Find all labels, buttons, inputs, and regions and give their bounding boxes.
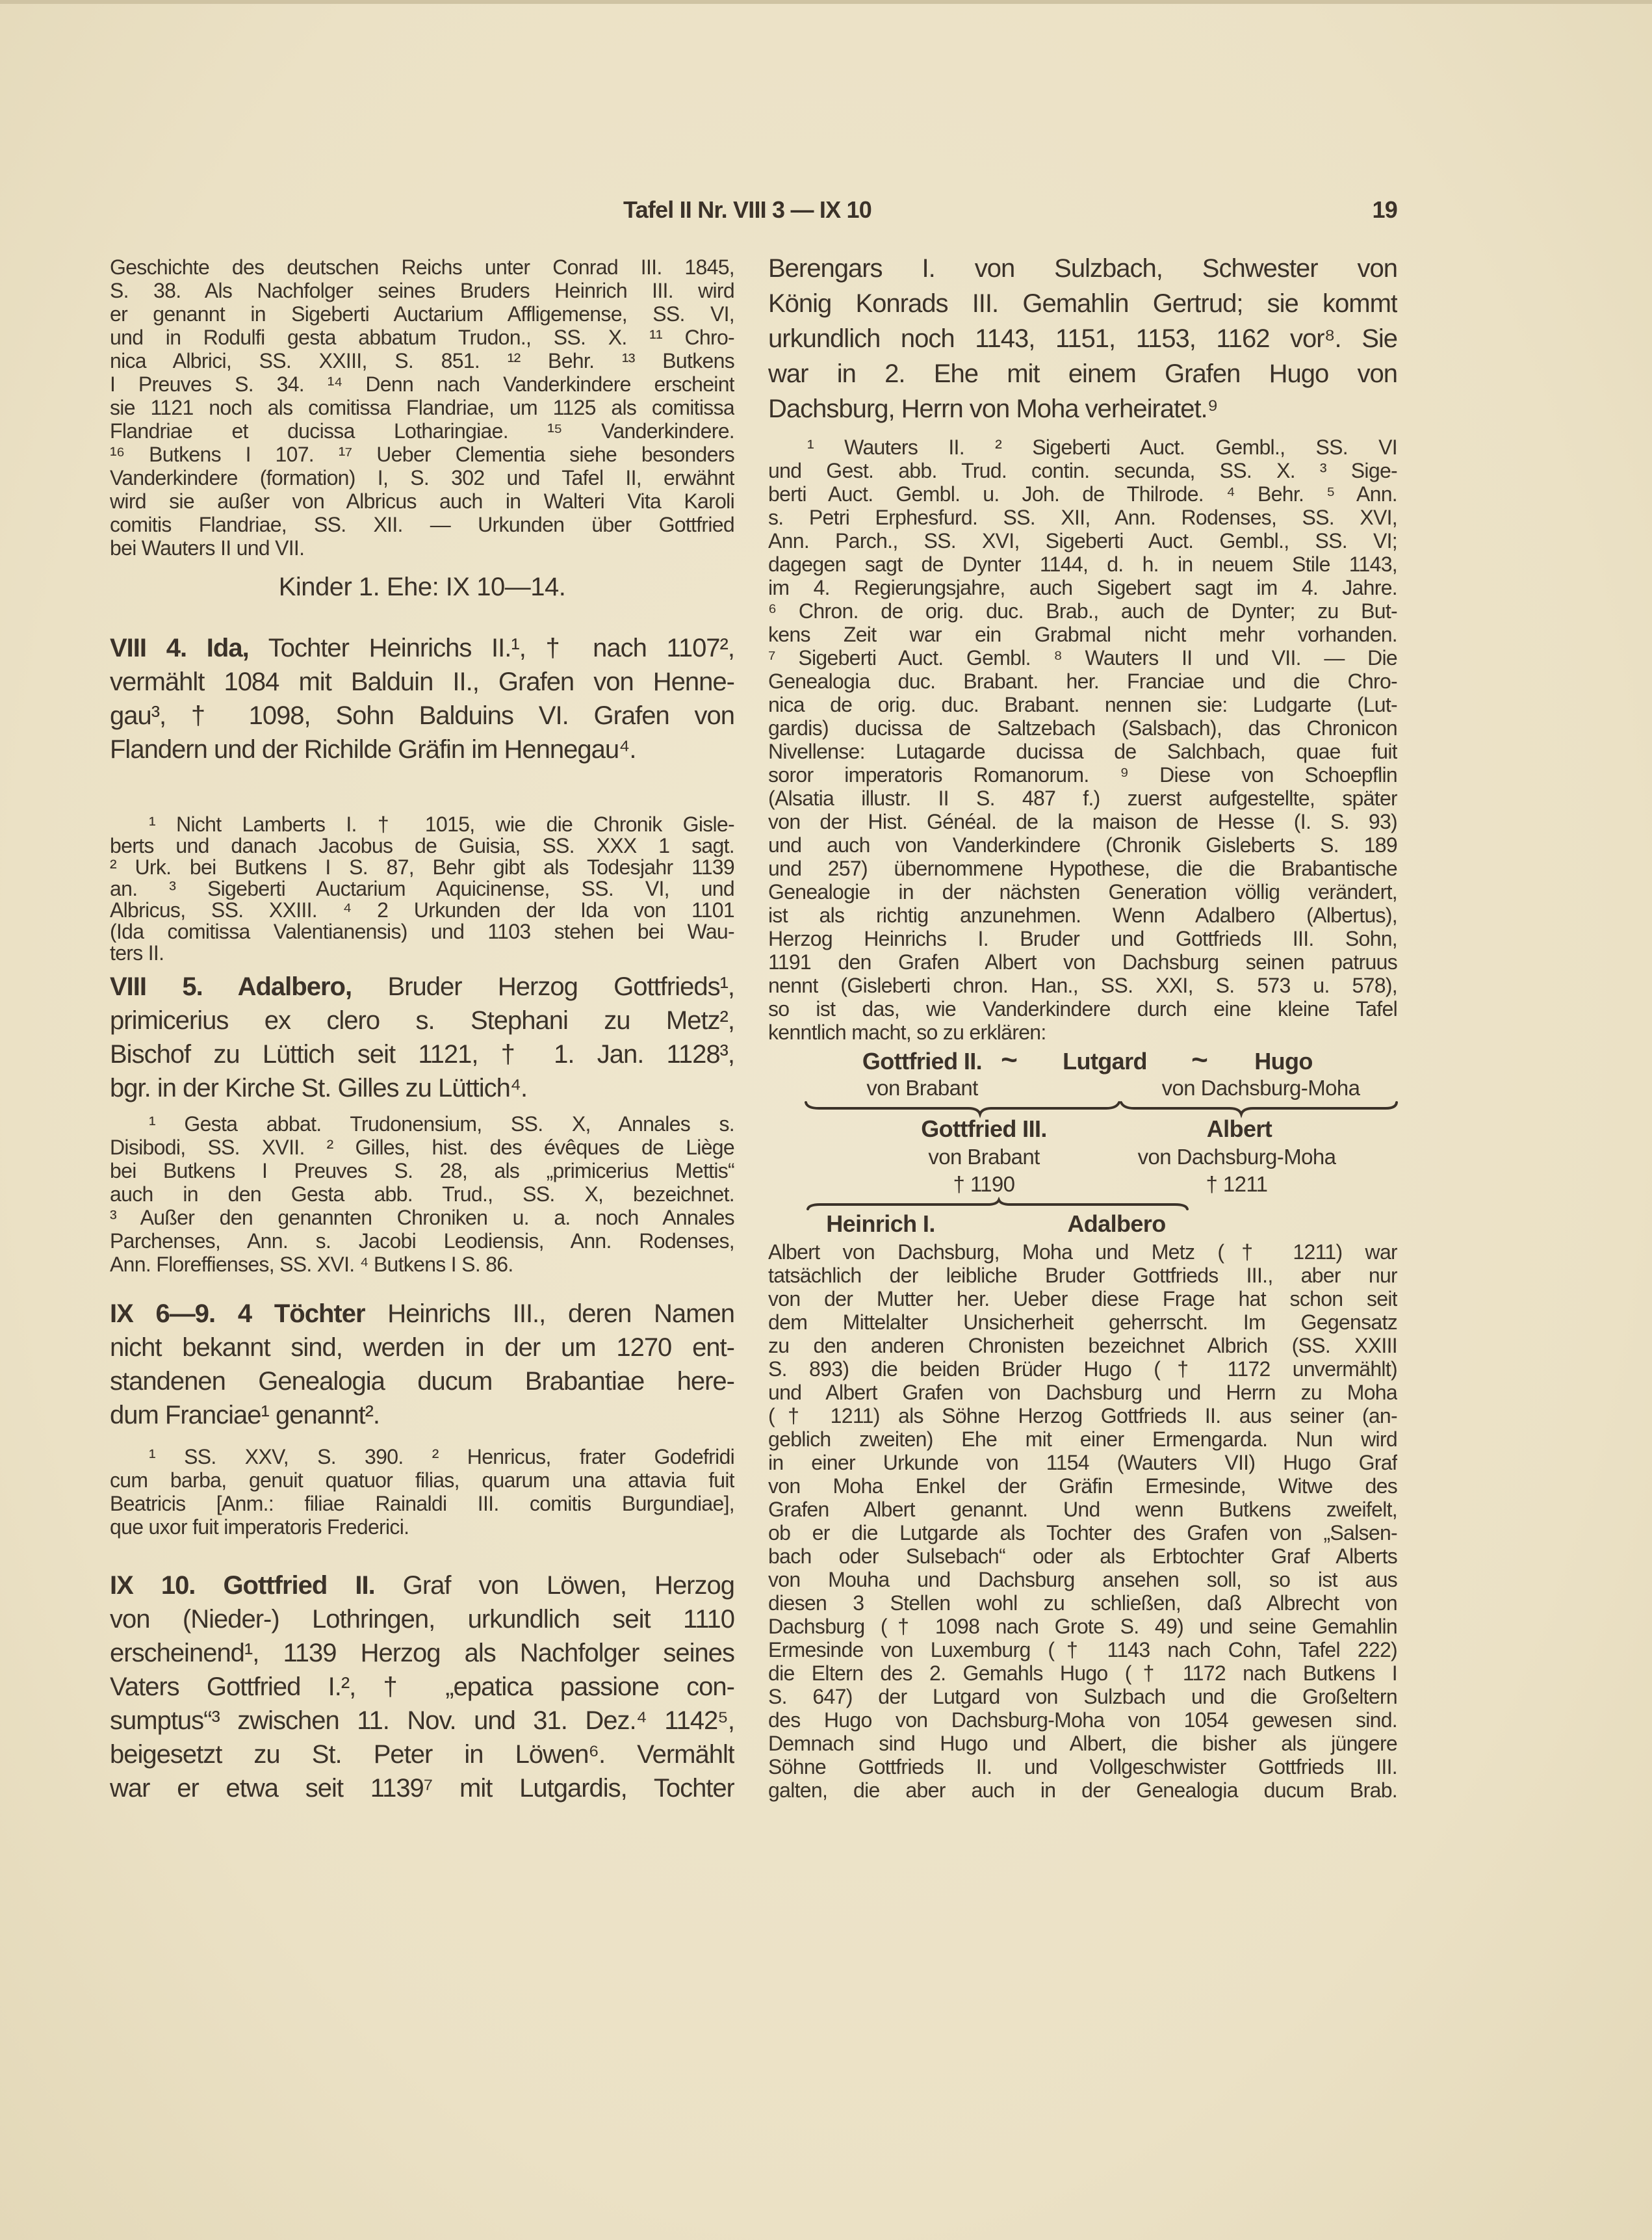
footnotes-continued	[110, 255, 734, 560]
gottfried-ii-title: von Brabant	[866, 1076, 978, 1100]
text-line	[768, 1264, 1397, 1287]
line-text: Flandriae et ducissa Lotharingiae. ¹⁵ Vanderkindere.	[110, 419, 734, 443]
entry-ix-10-continued	[768, 251, 1397, 426]
line-text: I Preuves S. 34. ¹⁴ Denn nach Vanderkindere erscheint	[110, 372, 734, 396]
line-text: ⁷ Sigeberti Auct. Gembl. ⁸ Wauters II und VII. — Die	[768, 646, 1397, 670]
line-text: Grafen Albert genannt. Und wenn Butkens zweifelt,	[768, 1498, 1397, 1521]
line-text: erscheinend¹, 1139 Herzog als Nachfolger seines	[110, 1639, 734, 1667]
line-text: von Moha Enkel der Gräfin Ermesinde, Witwe des	[768, 1474, 1397, 1498]
line-text: in einer Urkunde von 1154 (Wauters VII) Hugo Graf	[768, 1451, 1397, 1474]
diagram-commentary	[768, 1240, 1397, 1802]
entry-viii-4	[110, 631, 734, 766]
text-line	[768, 927, 1397, 950]
text-line	[768, 1615, 1397, 1638]
line-text: ³ Außer den genannten Chroniken u. a. noch Annales	[110, 1206, 734, 1229]
text-line	[768, 251, 1397, 286]
text-line	[768, 599, 1397, 623]
person-adalbero: Adalbero	[1067, 1210, 1166, 1237]
person-heinrich-i: Heinrich I.	[826, 1210, 935, 1237]
text-line	[110, 513, 734, 536]
text-line	[110, 302, 734, 326]
line-text: dem Mittelalter Unsicherheit geherrscht. Im Gegensatz	[768, 1310, 1397, 1334]
entry-viii-5	[110, 970, 734, 1105]
albert-death: † 1211	[1206, 1172, 1268, 1196]
brace-children-gottfried-iii	[808, 1200, 1187, 1209]
line-text: geblich zweiten) Ehe mit einer Ermengarda. Nun wird	[768, 1427, 1397, 1451]
line-text: s. Petri Erphesfurd. SS. XII, Ann. Rodenses, SS. XVI,	[768, 506, 1397, 529]
text-line	[768, 1661, 1397, 1685]
text-line	[768, 1451, 1397, 1474]
footnotes-viii-5	[110, 1112, 734, 1276]
gottfried-iii-title: von Brabant	[928, 1145, 1040, 1169]
text-line	[768, 1685, 1397, 1708]
text-line	[768, 436, 1397, 459]
line-text: nennt (Gisleberti chron. Han., SS. XXI, S. 573 u. 578),	[768, 974, 1397, 997]
entry-heading: VIII 5. Adalbero,	[110, 972, 352, 1001]
text-line	[768, 1240, 1397, 1264]
text-line	[110, 733, 734, 766]
text-line	[110, 1445, 734, 1468]
text-line	[110, 1331, 734, 1364]
text-line	[110, 1206, 734, 1229]
entry-ix-10	[110, 1569, 734, 1805]
text-line	[110, 489, 734, 513]
text-line	[768, 1638, 1397, 1661]
line-text: auch in den Gesta abb. Trud., SS. X, bezeichnet.	[110, 1182, 734, 1206]
line-text: S. 647) der Lutgard von Sulzbach und die Großeltern	[768, 1685, 1397, 1708]
scan-edge	[0, 0, 1652, 4]
line-text: Ann. Floreffienses, SS. XVI. ⁴ Butkens I S. 86.	[110, 1253, 513, 1276]
line-text: vermählt 1084 mit Balduin II., Grafen von Henne-	[110, 668, 734, 696]
text-line	[768, 810, 1397, 833]
text-line	[768, 1708, 1397, 1732]
text-line	[110, 1136, 734, 1159]
text-line	[110, 1364, 734, 1398]
line-text: von der Mutter her. Ueber diese Frage hat schon seit	[768, 1287, 1397, 1310]
line-text: comitis Flandriae, SS. XII. — Urkunden über Gottfried	[110, 513, 734, 536]
text-line	[110, 536, 734, 560]
line-text: Flandern und der Richilde Gräfin im Hennegau⁴.	[110, 735, 636, 764]
line-text: Albert von Dachsburg, Moha und Metz († 1211) war	[768, 1240, 1397, 1264]
line-text: dum Franciae¹ genannt².	[110, 1401, 380, 1429]
line-text: nica Albrici, SS. XXIII, S. 851. ¹² Behr. ¹³ Butkens	[110, 349, 734, 372]
text-line	[110, 255, 734, 279]
line-text: und Gest. abb. Trud. contin. secunda, SS. X. ³ Sige-	[768, 459, 1397, 482]
line-text: die Eltern des 2. Gemahls Hugo († 1172 nach Butkens I	[768, 1661, 1397, 1685]
text-line	[768, 356, 1397, 391]
line-text: Vanderkindere (formation) I, S. 302 und Tafel II, erwähnt	[110, 466, 734, 489]
text-line	[768, 833, 1397, 857]
line-text: Bruder Herzog Gottfrieds¹,	[352, 972, 734, 1001]
text-line	[768, 740, 1397, 763]
line-text: ist als richtig anzunehmen. Wenn Adalbero (Albertus),	[768, 904, 1397, 927]
text-line	[768, 880, 1397, 904]
line-text: S. 893) die beiden Brüder Hugo († 1172 unvermählt)	[768, 1357, 1397, 1381]
line-text: Ann. Parch., SS. XVI, Sigeberti Auct. Gembl., SS. VI;	[768, 529, 1397, 553]
text-line	[110, 1569, 734, 1602]
line-text: kenntlich macht, so zu erklären:	[768, 1021, 1046, 1044]
line-text: berts und danach Jacobus de Guisia, SS. XXX 1 sagt.	[110, 835, 734, 857]
text-line	[768, 529, 1397, 553]
line-text: (Ida comitissa Valentianensis) und 1103 stehen bei Wau-	[110, 921, 734, 943]
line-text: und in Rodulfi gesta abbatum Trudon., SS. X. ¹¹ Chro-	[110, 326, 734, 349]
line-text: tatsächlich der leibliche Bruder Gottfrieds III., aber nur	[768, 1264, 1397, 1287]
line-text: Demnach sind Hugo und Albert, die bisher als jüngere	[768, 1732, 1397, 1755]
line-text: († 1211) als Söhne Herzog Gottfrieds II. aus seiner (an-	[768, 1404, 1397, 1427]
line-text: gardis) ducissa de Saltzebach (Salsbach), das Chronicon	[768, 716, 1397, 740]
text-line	[110, 699, 734, 733]
text-line	[110, 1159, 734, 1182]
text-line	[110, 279, 734, 302]
text-line	[110, 631, 734, 665]
text-line	[768, 1568, 1397, 1591]
line-text: von der Hist. Généal. de la maison de Hesse (I. S. 93)	[768, 810, 1397, 833]
footnotes-viii-4	[110, 814, 734, 964]
person-albert: Albert	[1206, 1115, 1272, 1142]
line-text: Tochter Heinrichs II.¹, † nach 1107²,	[248, 634, 734, 662]
line-text: ⁶ Chron. de orig. duc. Brab., auch de Dynter; zu But-	[768, 599, 1397, 623]
text-line	[768, 482, 1397, 506]
text-line	[110, 1738, 734, 1771]
line-text: des Hugo von Dachsburg-Moha von 1054 gewesen sind.	[768, 1708, 1397, 1732]
line-text: nicht bekannt sind, werden in der um 1270 ent-	[110, 1333, 734, 1362]
line-text: bei Butkens I Preuves S. 28, als „primicerius Mettis“	[110, 1159, 734, 1182]
running-head: Tafel II Nr. VIII 3 — IX 10	[623, 196, 871, 223]
person-lutgard: Lutgard	[1063, 1048, 1147, 1074]
text-line	[768, 1381, 1397, 1404]
line-text: Graf von Löwen, Herzog	[374, 1571, 734, 1600]
hugo-title: von Dachsburg-Moha	[1161, 1076, 1360, 1100]
line-text: Nivellense: Lutagarde ducissa de Salchbach, quae fuit	[768, 740, 1397, 763]
text-line	[768, 391, 1397, 426]
text-line	[110, 1771, 734, 1805]
line-text: urkundlich noch 1143, 1151, 1153, 1162 vor⁸. Sie	[768, 324, 1397, 353]
text-line	[110, 665, 734, 699]
text-line	[768, 576, 1397, 599]
line-text: an. ³ Sigeberti Auctarium Aquicinense, SS. VI, und	[110, 878, 734, 900]
line-text: ¹ Wauters II. ² Sigeberti Auct. Gembl., SS. VI	[807, 436, 1397, 459]
line-text: Parchenses, Ann. s. Jacobi Leodiensis, Ann. Rodenses,	[110, 1229, 734, 1253]
line-text: nica de orig. duc. Brabant. nennen sie: Ludgarte (Lut-	[768, 693, 1397, 716]
text-line	[768, 1474, 1397, 1498]
line-text: Berengars I. von Sulzbach, Schwester von	[768, 254, 1397, 283]
text-line	[110, 857, 734, 878]
text-line	[110, 1670, 734, 1704]
line-text: 1191 den Grafen Albert von Dachsburg seinen patruus	[768, 950, 1397, 974]
text-line	[768, 321, 1397, 356]
line-text: Bischof zu Lüttich seit 1121, † 1. Jan. 1128³,	[110, 1040, 734, 1069]
text-line	[110, 1492, 734, 1515]
text-line	[768, 1544, 1397, 1568]
text-line	[110, 1037, 734, 1071]
text-line	[768, 1334, 1397, 1357]
text-line	[768, 857, 1397, 880]
text-line	[768, 1357, 1397, 1381]
line-text: ob er die Lutgarde als Tochter des Grafen von „Salsen-	[768, 1521, 1397, 1544]
children-heading: Kinder 1. Ehe: IX 10—14.	[278, 573, 566, 601]
line-text: Vaters Gottfried I.², † „epatica passione con-	[110, 1673, 734, 1701]
text-line	[768, 506, 1397, 529]
line-text: war er etwa seit 1139⁷ mit Lutgardis, Tochter	[110, 1774, 734, 1803]
text-line	[768, 787, 1397, 810]
text-line	[768, 1498, 1397, 1521]
line-text: S. 38. Als Nachfolger seines Bruders Heinrich III. wird	[110, 279, 734, 302]
line-text: Genealogia duc. Brabant. her. Franciae und die Chro-	[768, 670, 1397, 693]
text-line	[110, 1468, 734, 1492]
text-line	[110, 419, 734, 443]
text-line	[768, 974, 1397, 997]
text-line	[110, 970, 734, 1004]
text-line	[110, 1253, 734, 1276]
line-text: zu den anderen Chronisten bezeichnet Albrich (SS. XXIII	[768, 1334, 1397, 1357]
text-line	[110, 1004, 734, 1037]
text-line	[768, 950, 1397, 974]
text-line	[110, 900, 734, 921]
text-line	[110, 372, 734, 396]
line-text: Dachsburg, Herrn von Moha verheiratet.⁹	[768, 395, 1218, 423]
text-line	[768, 763, 1397, 787]
entry-heading: IX 10. Gottfried II.	[110, 1571, 375, 1600]
line-text: Dachsburg († 1098 nach Grote S. 49) und seine Gemahlin	[768, 1615, 1397, 1638]
brace-gottfried-ii-lutgard	[806, 1102, 1119, 1114]
text-line	[768, 1427, 1397, 1451]
line-text: ters II.	[110, 943, 164, 964]
line-text: Heinrichs III., deren Namen	[365, 1299, 734, 1328]
line-text: Disibodi, SS. XVII. ² Gilles, hist. des évêques de Liège	[110, 1136, 734, 1159]
person-gottfried-iii: Gottfried III.	[921, 1115, 1047, 1142]
line-text: von (Nieder-) Lothringen, urkundlich seit 1110	[110, 1605, 734, 1634]
text-line	[110, 1704, 734, 1738]
text-line	[110, 943, 734, 964]
line-text: im 4. Regierungsjahre, auch Sigebert sagt im 4. Jahre.	[768, 576, 1397, 599]
line-text: wird sie außer von Albricus auch in Walteri Vita Karoli	[110, 489, 734, 513]
text-line	[768, 716, 1397, 740]
line-text: von Mouha und Dachsburg ansehen soll, so ist aus	[768, 1568, 1397, 1591]
text-line	[110, 814, 734, 835]
person-hugo: Hugo	[1254, 1048, 1313, 1074]
line-text: und auch von Vanderkindere (Chronik Gisleberts S. 189	[768, 833, 1397, 857]
text-line	[110, 1297, 734, 1331]
line-text: sumptus“³ zwischen 11. Nov. und 31. Dez.⁴ 1142⁵,	[110, 1706, 734, 1735]
line-text: ¹ Nicht Lamberts I. † 1015, wie die Chronik Gisle-	[149, 814, 734, 835]
marriage-symbol: ~	[1191, 1044, 1208, 1076]
line-text: ² Urk. bei Butkens I S. 87, Behr gibt als Todesjahr 1139	[110, 857, 734, 878]
line-text: ¹⁶ Butkens I 107. ¹⁷ Ueber Clementia siehe besonders	[110, 443, 734, 466]
text-line	[110, 921, 734, 943]
line-text: er genannt in Sigeberti Auctarium Affligemense, SS. VI,	[110, 302, 734, 326]
brace-lutgard-hugo	[1121, 1102, 1397, 1114]
text-line	[768, 1287, 1397, 1310]
line-text: Söhne Gottfrieds II. und Vollgeschwister Gottfrieds III.	[768, 1755, 1397, 1778]
line-text: (Alsatia illustr. II S. 487 f.) zuerst aufgestellte, später	[768, 787, 1397, 810]
line-text: Genealogie in der nächsten Generation völlig verändert,	[768, 880, 1397, 904]
line-text: bei Wauters II und VII.	[110, 536, 305, 560]
text-line	[110, 1071, 734, 1105]
line-text: und Albert Grafen von Dachsburg und Herrn zu Moha	[768, 1381, 1397, 1404]
text-line	[768, 1778, 1397, 1802]
text-line	[110, 396, 734, 419]
line-text: Herzog Heinrichs I. Bruder und Gottfrieds III. Sohn,	[768, 927, 1397, 950]
text-line	[768, 1521, 1397, 1544]
line-text: cum barba, genuit quatuor filias, quarum una attavia fuit	[110, 1468, 734, 1492]
line-text: galten, die aber auch in der Genealogia ducum Brab.	[768, 1778, 1397, 1802]
line-text: standenen Genealogia ducum Brabantiae here-	[110, 1367, 734, 1396]
entry-ix-6-9	[110, 1297, 734, 1432]
line-text: kens Zeit war ein Grabmal nicht mehr vorhanden.	[768, 623, 1397, 646]
text-line	[768, 459, 1397, 482]
text-line	[768, 553, 1397, 576]
line-text: ¹ Gesta abbat. Trudonensium, SS. X, Annales s.	[149, 1112, 734, 1136]
albert-title: von Dachsburg-Moha	[1137, 1145, 1336, 1169]
line-text: diesen 3 Stellen wohl zu schließen, daß Albrecht von	[768, 1591, 1397, 1615]
text-line	[768, 904, 1397, 927]
text-line	[110, 349, 734, 372]
text-line	[768, 670, 1397, 693]
text-line	[110, 1515, 734, 1539]
line-text: bgr. in der Kirche St. Gilles zu Lüttich⁴.	[110, 1074, 528, 1102]
page-number: 19	[1372, 196, 1397, 223]
line-text: que uxor fuit imperatoris Frederici.	[110, 1515, 409, 1539]
text-line	[768, 997, 1397, 1021]
text-line	[110, 443, 734, 466]
text-line	[768, 693, 1397, 716]
line-text: primicerius ex clero s. Stephani zu Metz²,	[110, 1006, 734, 1035]
footnotes-ix-10	[768, 436, 1397, 1044]
text-line	[768, 623, 1397, 646]
person-gottfried-ii: Gottfried II.	[862, 1048, 983, 1074]
text-line	[768, 286, 1397, 321]
line-text: dagegen sagt de Dynter 1144, d. h. in neuem Stile 1143,	[768, 553, 1397, 576]
line-text: und 257) übernommene Hypothese, die die Brabantische	[768, 857, 1397, 880]
line-text: Beatricis [Anm.: filiae Rainaldi III. comitis Burgundiae],	[110, 1492, 734, 1515]
text-line	[768, 1732, 1397, 1755]
line-text: berti Auct. Gembl. u. Joh. de Thilrode. ⁴ Behr. ⁵ Ann.	[768, 482, 1397, 506]
line-text: soror imperatoris Romanorum. ⁹ Diese von Schoepflin	[768, 763, 1397, 787]
line-text: war in 2. Ehe mit einem Grafen Hugo von	[768, 359, 1397, 388]
entry-heading: VIII 4. Ida,	[110, 634, 249, 662]
text-line	[110, 1229, 734, 1253]
text-line	[110, 1398, 734, 1432]
text-line	[110, 466, 734, 489]
text-line	[110, 1112, 734, 1136]
text-line	[110, 1636, 734, 1670]
line-text: Ermesinde von Luxemburg († 1143 nach Cohn, Tafel 222)	[768, 1638, 1397, 1661]
line-text: Albricus, SS. XXIII. ⁴ 2 Urkunden der Ida von 1101	[110, 900, 734, 921]
line-text: bach oder Sulsebach“ oder als Erbtochter Graf Alberts	[768, 1544, 1397, 1568]
line-text: Geschichte des deutschen Reichs unter Conrad III. 1845,	[110, 255, 734, 279]
footnotes-ix-6-9	[110, 1445, 734, 1539]
text-line	[110, 1182, 734, 1206]
marriage-symbol: ~	[1001, 1044, 1018, 1076]
gottfried-iii-death: † 1190	[953, 1172, 1015, 1196]
text-line	[110, 835, 734, 857]
text-line	[768, 1021, 1397, 1044]
line-text: sie 1121 noch als comitissa Flandriae, um 1125 als comitissa	[110, 396, 734, 419]
line-text: ¹ SS. XXV, S. 390. ² Henricus, frater Godefridi	[149, 1445, 734, 1468]
line-text: so ist das, wie Vanderkindere durch eine kleine Tafel	[768, 997, 1397, 1021]
entry-heading: IX 6—9. 4 Töchter	[110, 1299, 365, 1328]
line-text: König Konrads III. Gemahlin Gertrud; sie kommt	[768, 289, 1397, 318]
line-text: gau³, † 1098, Sohn Balduins VI. Grafen von	[110, 701, 734, 730]
text-line	[768, 646, 1397, 670]
text-line	[110, 326, 734, 349]
text-line	[768, 1404, 1397, 1427]
text-line	[110, 878, 734, 900]
text-line	[768, 1310, 1397, 1334]
text-line	[768, 1755, 1397, 1778]
text-line	[110, 1602, 734, 1636]
line-text: beigesetzt zu St. Peter in Löwen⁶. Vermählt	[110, 1740, 734, 1769]
text-line	[768, 1591, 1397, 1615]
